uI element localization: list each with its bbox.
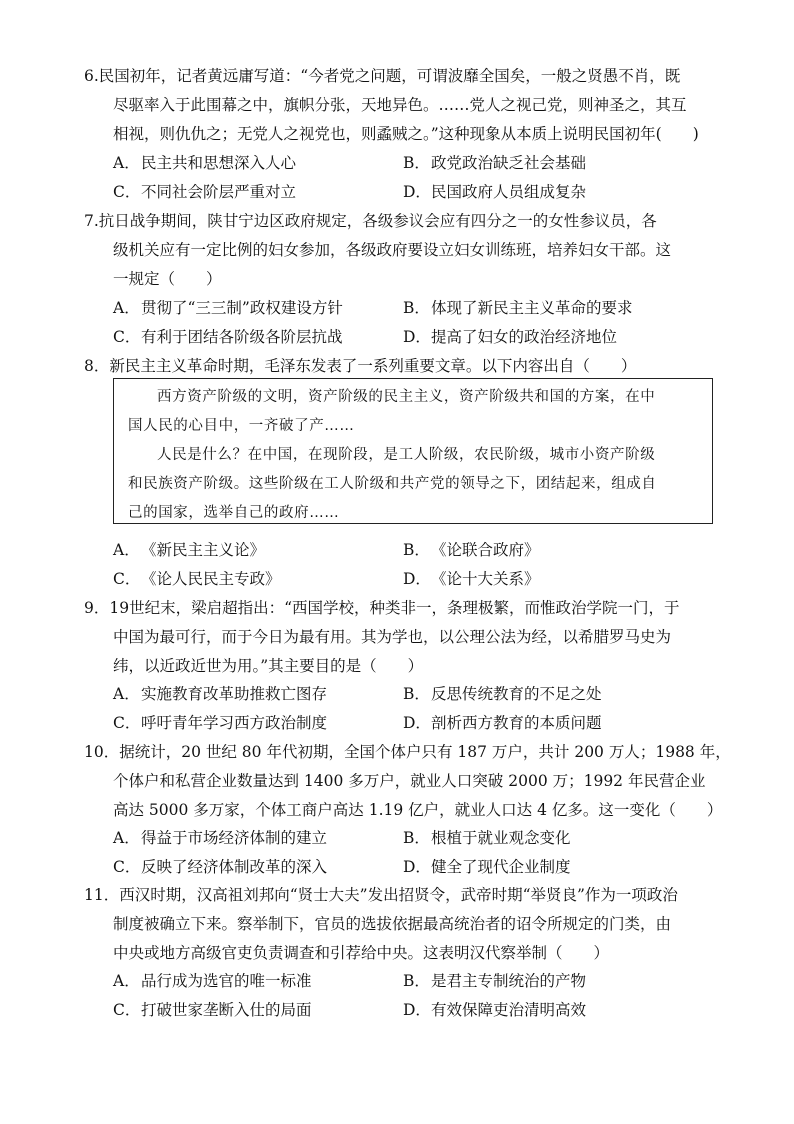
- option-text: 健全了现代企业制度: [431, 858, 571, 876]
- option-label: D．: [403, 328, 431, 346]
- option-label: C．: [113, 714, 141, 732]
- option-b[interactable]: [403, 536, 693, 565]
- option-d[interactable]: [403, 178, 693, 207]
- question-line: [84, 881, 724, 910]
- option-text: 剖析西方教育的本质问题: [431, 714, 602, 732]
- option-text: 提高了妇女的政治经济地位: [431, 328, 618, 346]
- question-number: 6.: [84, 67, 99, 85]
- question-line: 高达 5000 多万家，个体工商户高达 1.19 亿户，就业人口达 4 亿多。这一变化（ ）: [113, 801, 723, 819]
- option-text: 民主共和思想深入人心: [141, 154, 297, 172]
- option-d[interactable]: [403, 323, 693, 352]
- option-label: C．: [113, 183, 141, 201]
- question-line: 中国为最可行，而于今日为最有用。其为学也，以公理公法为经，以希腊罗马史为: [113, 628, 672, 646]
- option-label: C．: [113, 328, 141, 346]
- question-line: [84, 352, 724, 381]
- option-label: A．: [113, 829, 140, 847]
- option-c[interactable]: [113, 178, 403, 207]
- options-9: [113, 680, 723, 738]
- option-text: 贯彻了“三三制”政权建设方针: [141, 299, 343, 317]
- quote-line: 人民是什么？在中国，在现阶段，是工人阶级，农民阶级，城市小资产阶级: [157, 447, 656, 463]
- question-line: 个体户和私营企业数量达到 1400 多万户，就业人口突破 2000 万；1992 年民营企业: [113, 772, 706, 790]
- option-a[interactable]: [113, 149, 403, 178]
- option-d[interactable]: [403, 709, 693, 738]
- question-number: 11．: [84, 886, 120, 904]
- option-label: D．: [403, 714, 431, 732]
- option-text: 不同社会阶层严重对立: [141, 183, 297, 201]
- question-line: 相视，则仇仇之；无党人之视党也，则蟊贼之。”这种现象从本质上说明民国初年( ): [113, 125, 699, 143]
- question-9: [84, 594, 724, 681]
- question-line: 尽驱率入于此围幕之中，旗帜分张，天地异色。……党人之视己党，则神圣之，其互: [113, 96, 687, 114]
- options-7: [113, 294, 723, 352]
- option-text: 有效保障吏治清明高效: [431, 1001, 587, 1019]
- question-line: [84, 207, 724, 236]
- question-text: 新民主主义革命时期，毛泽东发表了一系列重要文章。以下内容出自（ ）: [109, 357, 637, 375]
- option-text: 反映了经济体制改革的深入: [141, 858, 328, 876]
- option-a[interactable]: [113, 294, 403, 323]
- option-a[interactable]: [113, 680, 403, 709]
- option-text: 品行成为选官的唯一标准: [141, 972, 312, 990]
- question-line: [84, 62, 724, 91]
- question-line: [84, 738, 731, 767]
- option-text: 根植于就业观念变化: [431, 829, 571, 847]
- question-line: 制度被确立下来。察举制下，官员的选拔依据最高统治者的诏令所规定的门类，由: [113, 915, 672, 933]
- question-number: 8．: [84, 357, 110, 375]
- option-text: 《论十大关系》: [431, 570, 540, 588]
- option-label: B．: [403, 685, 430, 703]
- option-a[interactable]: [113, 824, 403, 853]
- quote-line: 和民族资产阶级。这些阶级在工人阶级和共产党的领导之下，团结起来，组成自: [128, 476, 657, 492]
- options-8: [113, 536, 723, 594]
- question-line: 一规定（ ）: [113, 270, 222, 288]
- option-b[interactable]: [403, 967, 693, 996]
- option-text: 民国政府人员组成复杂: [431, 183, 587, 201]
- question-line: 中央或地方高级官吏负责调查和引荐给中央。这表明汉代察举制（ ）: [113, 944, 610, 962]
- option-label: B．: [403, 299, 430, 317]
- option-label: B．: [403, 829, 430, 847]
- option-label: A．: [113, 154, 140, 172]
- option-b[interactable]: [403, 149, 693, 178]
- option-label: C．: [113, 858, 141, 876]
- option-label: C．: [113, 570, 141, 588]
- question-number: 7.: [84, 212, 99, 230]
- option-label: D．: [403, 570, 431, 588]
- quote-box: [113, 378, 713, 524]
- option-b[interactable]: [403, 824, 693, 853]
- question-text: 19世纪末，梁启超指出：“西国学校，种类非一，条理极繁，而惟政治学院一门，于: [109, 599, 680, 617]
- option-c[interactable]: [113, 323, 403, 352]
- question-line: 级机关应有一定比例的妇女参加，各级政府要设立妇女训练班，培养妇女干部。这: [113, 241, 672, 259]
- question-text: 民国初年，记者黄远庸写道：“今者党之问题，可谓波靡全国矣，一般之贤愚不肖，既: [98, 67, 681, 85]
- option-b[interactable]: [403, 294, 693, 323]
- quote-line: 国人民的心目中，一齐破了产……: [128, 418, 355, 434]
- option-text: 得益于市场经济体制的建立: [141, 829, 328, 847]
- option-label: B．: [403, 154, 430, 172]
- options-10: [113, 824, 723, 882]
- option-c[interactable]: [113, 709, 403, 738]
- option-text: 《论联合政府》: [431, 541, 540, 559]
- question-7: [84, 207, 724, 294]
- option-d[interactable]: [403, 996, 693, 1025]
- question-line: 纬，以近政近世为用。”其主要目的是（ ）: [113, 657, 424, 675]
- question-line: [84, 594, 724, 623]
- question-6: [84, 62, 724, 149]
- option-text: 体现了新民主主义革命的要求: [431, 299, 633, 317]
- question-8: [84, 352, 724, 381]
- option-label: D．: [403, 1001, 431, 1019]
- question-10: [84, 738, 731, 825]
- question-number: 9．: [84, 599, 110, 617]
- option-label: D．: [403, 183, 431, 201]
- option-label: A．: [113, 685, 140, 703]
- option-a[interactable]: [113, 967, 403, 996]
- option-label: B．: [403, 972, 430, 990]
- option-c[interactable]: [113, 565, 403, 594]
- option-label: A．: [113, 541, 140, 559]
- option-text: 是君主专制统治的产物: [431, 972, 587, 990]
- option-text: 《新民主主义论》: [141, 541, 266, 559]
- option-text: 实施教育改革助推救亡图存: [141, 685, 328, 703]
- option-text: 《论人民民主专政》: [141, 570, 281, 588]
- question-text: 据统计，20 世纪 80 年代初期，全国个体户只有 187 万户，共计 200 万人；1988 年，: [119, 743, 731, 761]
- option-label: A．: [113, 972, 140, 990]
- option-text: 呼吁青年学习西方政治制度: [141, 714, 328, 732]
- question-text: 西汉时期，汉高祖刘邦向“贤士大夫”发出招贤令，武帝时期“举贤良”作为一项政治: [119, 886, 678, 904]
- option-a[interactable]: [113, 536, 403, 565]
- option-label: D．: [403, 858, 431, 876]
- option-d[interactable]: [403, 565, 693, 594]
- option-c[interactable]: [113, 996, 403, 1025]
- quote-line: 西方资产阶级的文明，资产阶级的民主主义，资产阶级共和国的方案，在中: [157, 389, 656, 405]
- question-11: [84, 881, 724, 968]
- options-11: [113, 967, 723, 1025]
- option-c[interactable]: [113, 853, 403, 882]
- option-label: B．: [403, 541, 430, 559]
- option-b[interactable]: [403, 680, 693, 709]
- question-number: 10．: [84, 743, 120, 761]
- option-d[interactable]: [403, 853, 693, 882]
- options-6: [113, 149, 723, 207]
- option-label: C．: [113, 1001, 141, 1019]
- option-text: 有利于团结各阶级各阶层抗战: [141, 328, 343, 346]
- option-text: 反思传统教育的不足之处: [431, 685, 602, 703]
- option-label: A．: [113, 299, 140, 317]
- option-text: 打破世家垄断入仕的局面: [141, 1001, 312, 1019]
- option-text: 政党政治缺乏社会基础: [431, 154, 587, 172]
- question-text: 抗日战争期间，陕甘宁边区政府规定，各级参议会应有四分之一的女性参议员，各: [98, 212, 657, 230]
- quote-line: 己的国家，选举自己的政府……: [128, 505, 340, 521]
